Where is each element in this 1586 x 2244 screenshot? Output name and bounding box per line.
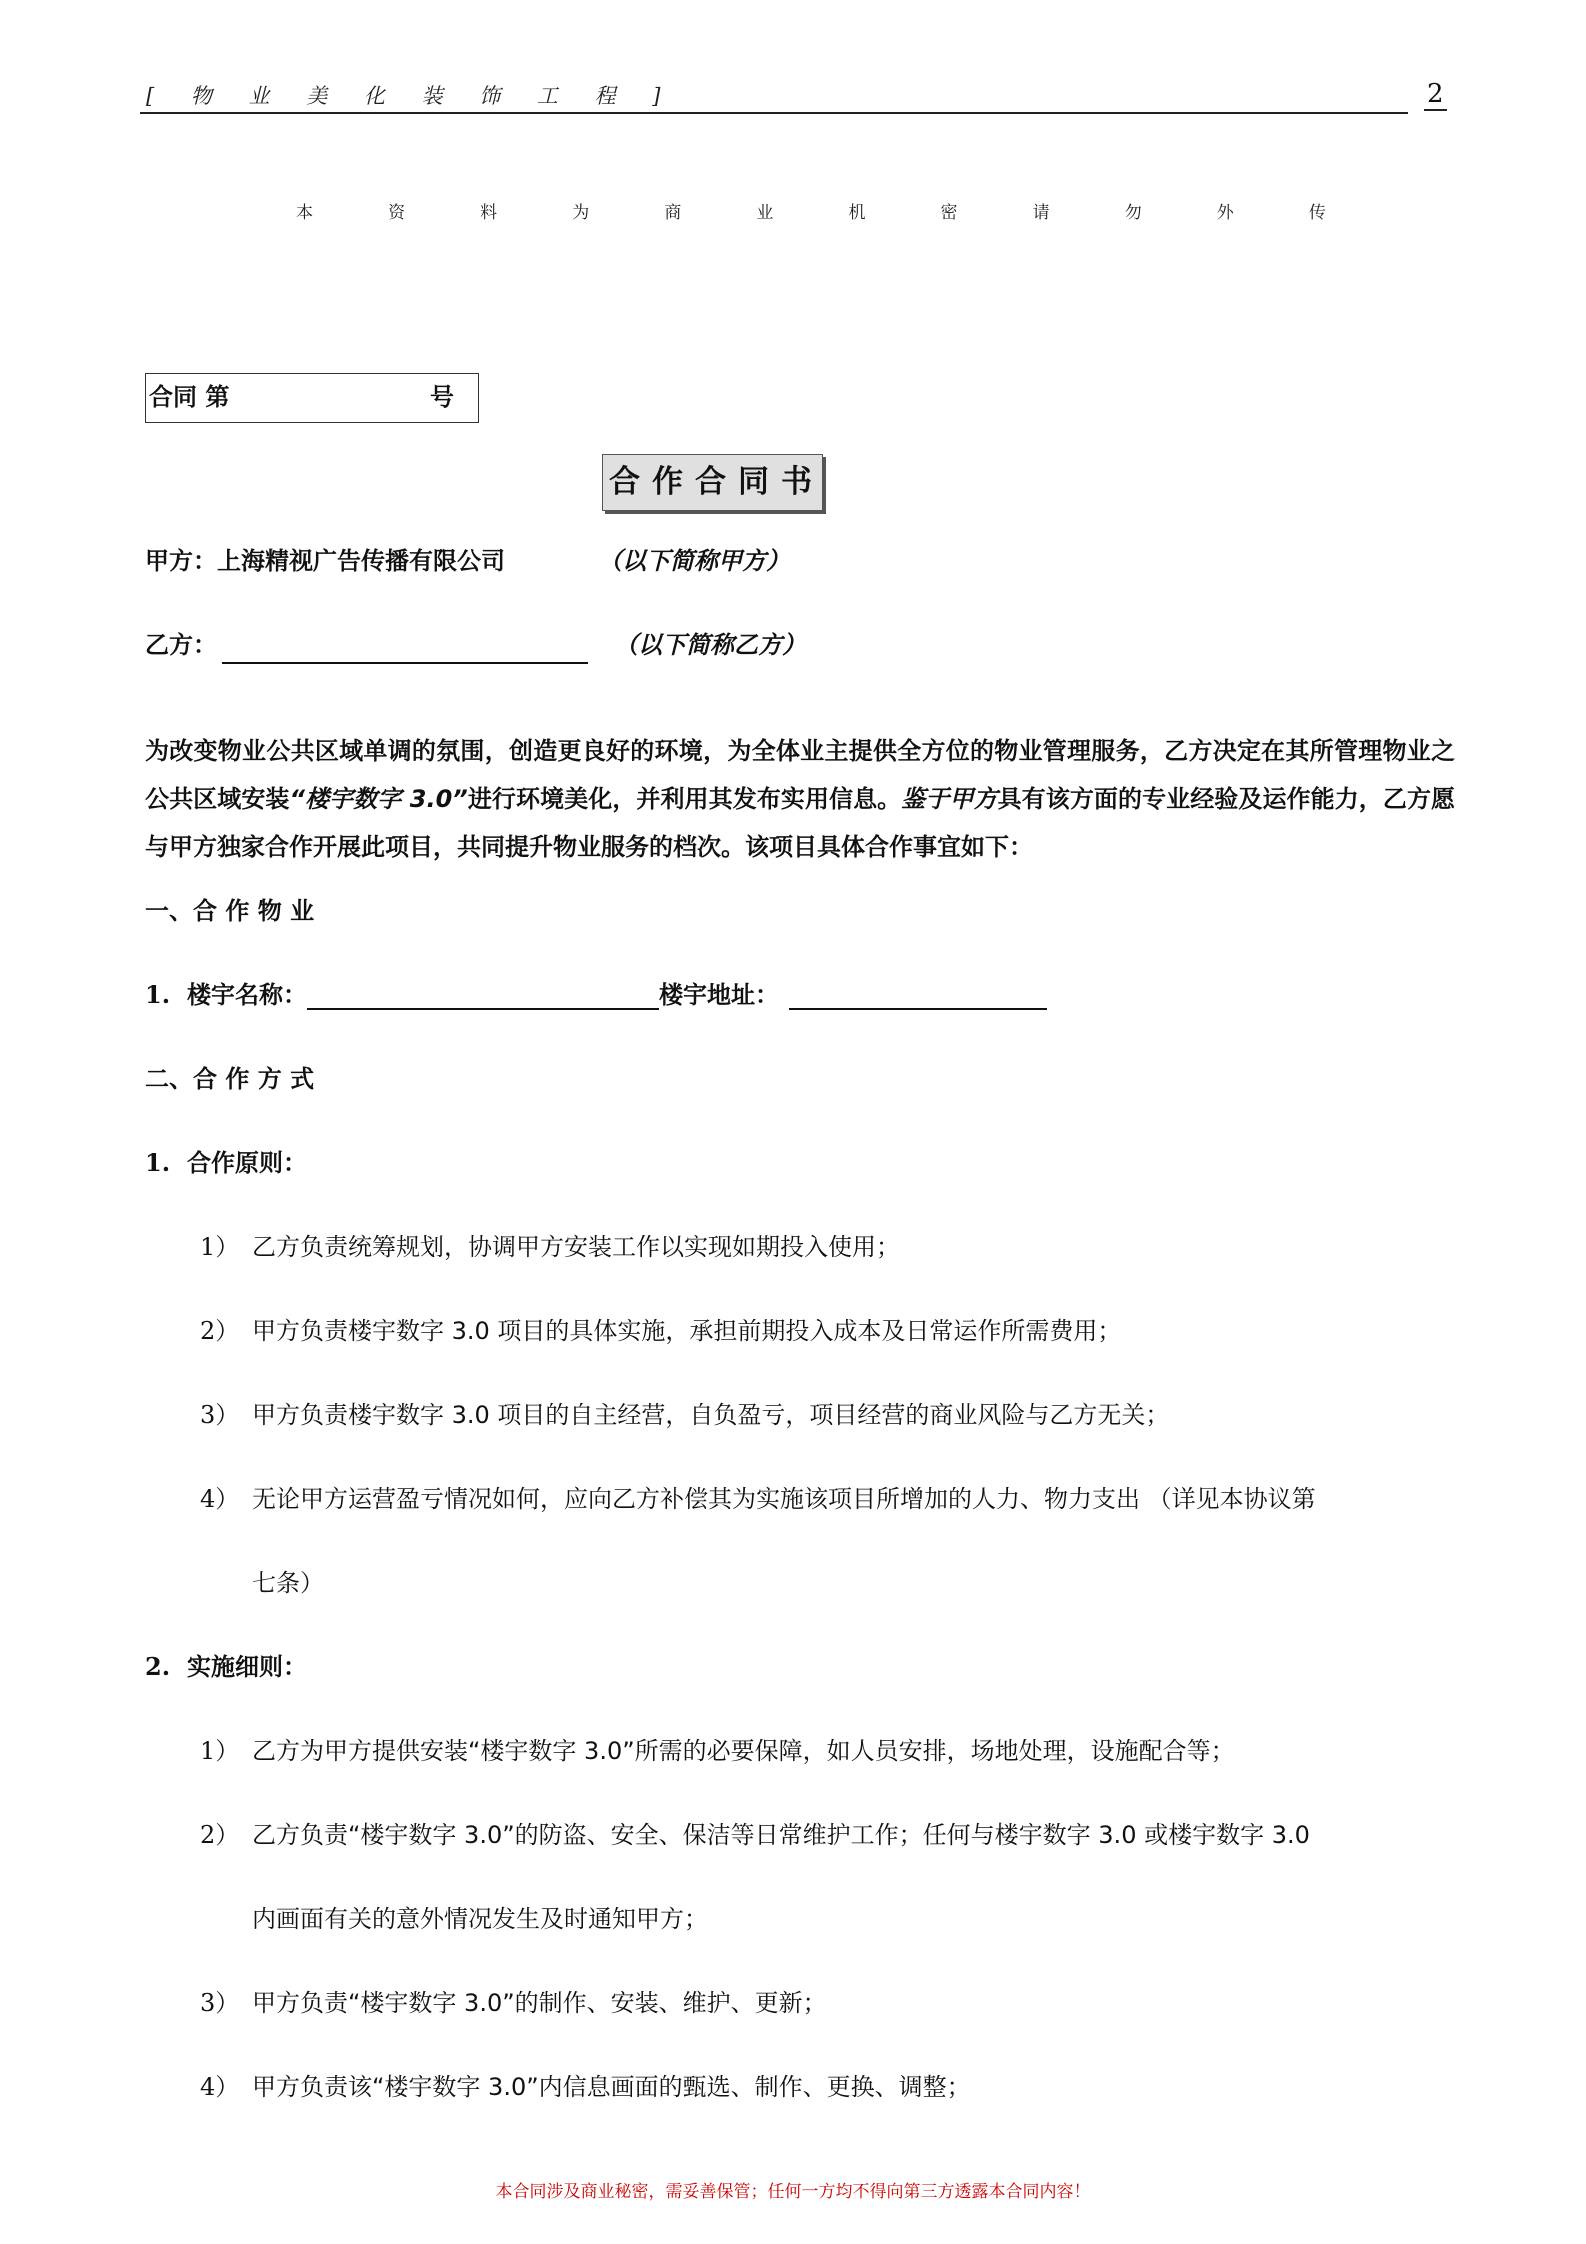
principles-heading: [145, 1148, 307, 1178]
section1-heading: 一、合 作 物 业: [145, 897, 315, 925]
intro-text-3: 鉴于甲方: [901, 785, 998, 813]
party-a-note: （以下简称甲方）: [598, 547, 790, 575]
intro-paragraph: [145, 727, 1455, 871]
confidential-char: 外: [1216, 203, 1234, 223]
list-item: [200, 2072, 971, 2102]
contract-number-suffix: 号: [430, 383, 454, 411]
details-heading: [145, 1652, 307, 1682]
details-label: 实施细则：: [187, 1653, 307, 1681]
confidential-notice: [296, 198, 1326, 223]
confidential-char: 业: [756, 203, 774, 223]
list-item-number: 4）: [200, 1485, 240, 1513]
list-item-text: 甲方负责楼宇数字 3.0 项目的具体实施，承担前期投入成本及日常运作所需费用；: [252, 1317, 1122, 1345]
list-item-text: 甲方负责该“楼宇数字 3.0”内信息画面的甄选、制作、更换、调整；: [252, 2073, 971, 2101]
principles-label: 合作原则：: [187, 1149, 307, 1177]
list-item-text: 乙方为甲方提供安装“楼宇数字 3.0”所需的必要保障，如人员安排，场地处理，设施配合等；: [252, 1737, 1235, 1765]
header-title: [ 物 业 美 化 装 饰 工 程 ]: [146, 84, 676, 108]
list-item: [200, 1484, 1316, 1514]
list-item-text: 无论甲方运营盈亏情况如何，应向乙方补偿其为实施该项目所增加的人力、物力支出 （详见本协议第: [252, 1485, 1316, 1513]
principles-number: 1.: [145, 1148, 171, 1177]
building-name-label: 楼宇名称：: [187, 981, 307, 1009]
confidentiality-footer: 本合同涉及商业秘密，需妥善保管；任何一方均不得向第三方透露本合同内容！: [495, 2182, 1091, 2202]
party-b-blank: [222, 630, 588, 664]
list-item-continuation: 内画面有关的意外情况发生及时通知甲方；: [252, 1905, 708, 1933]
header-rule: [140, 112, 1408, 114]
section1-item: [145, 980, 1047, 1010]
confidential-char: 密: [940, 203, 958, 223]
list-item: [200, 1316, 1121, 1346]
building-address-blank: [789, 984, 1047, 1010]
party-b-label: 乙方：: [145, 631, 217, 659]
list-item: [200, 1820, 1310, 1850]
list-item-number: 4）: [200, 2073, 240, 2101]
building-address-label: 楼宇地址：: [659, 981, 779, 1009]
confidential-char: 机: [848, 203, 866, 223]
list-item-number: 2）: [200, 1821, 240, 1849]
intro-text-4: 具有该方面的专业经验及运作能力，乙方愿与甲方独家合作开展此项目，共同提升物业服务的档次。该项目具体合作事宜如下：: [145, 785, 1456, 861]
document-title: 合作合同书: [602, 454, 823, 511]
building-name-blank: [307, 984, 659, 1010]
contract-number-box: [145, 373, 479, 423]
list-item: [200, 1232, 900, 1262]
party-a-label: 甲方：上海精视广告传播有限公司: [145, 547, 505, 575]
details-number: 2.: [145, 1652, 171, 1681]
confidential-char: 勿: [1124, 203, 1142, 223]
confidential-char: 料: [480, 203, 498, 223]
contract-number-prefix: 合同 第: [149, 383, 230, 411]
confidential-char: 请: [1032, 203, 1050, 223]
list-item-number: 1）: [200, 1737, 240, 1765]
intro-product-quote: “楼宇数字 3.0”: [289, 785, 468, 813]
list-item-text: 甲方负责“楼宇数字 3.0”的制作、安装、维护、更新；: [252, 1989, 827, 2017]
confidential-char: 传: [1308, 203, 1326, 223]
list-item-number: 3）: [200, 1989, 240, 2017]
section2-heading: 二、合 作 方 式: [145, 1065, 315, 1093]
intro-text-2: 进行环境美化，并利用其发布实用信息。: [467, 785, 902, 813]
intro-text-1: 为改变物业公共区域单调的氛围，创造更良好的环境，为全体业主提供全方位的物业管理服务，乙方决定在其所管理物业之公共区域安装: [145, 737, 1455, 813]
section1-item-number: 1.: [145, 980, 171, 1009]
list-item-number: 1）: [200, 1233, 240, 1261]
list-item-number: 2）: [200, 1317, 240, 1345]
page-number: 2: [1424, 80, 1447, 111]
list-item-continuation: 七条）: [252, 1569, 324, 1597]
confidential-char: 为: [572, 203, 590, 223]
confidential-char: 资: [388, 203, 406, 223]
list-item: [200, 1736, 1235, 1766]
confidential-char: 商: [664, 203, 682, 223]
list-item: [200, 1988, 827, 2018]
list-item-text: 乙方负责“楼宇数字 3.0”的防盗、安全、保洁等日常维护工作；任何与楼宇数字 3.0 或楼宇数字 3.0: [252, 1821, 1310, 1849]
list-item-text: 乙方负责统筹规划，协调甲方安装工作以实现如期投入使用；: [252, 1233, 900, 1261]
list-item: [200, 1400, 1169, 1430]
party-b-note: （以下简称乙方）: [614, 631, 806, 659]
confidential-char: 本: [296, 203, 313, 223]
list-item-number: 3）: [200, 1401, 240, 1429]
list-item-text: 甲方负责楼宇数字 3.0 项目的自主经营，自负盈亏，项目经营的商业风险与乙方无关；: [252, 1401, 1170, 1429]
